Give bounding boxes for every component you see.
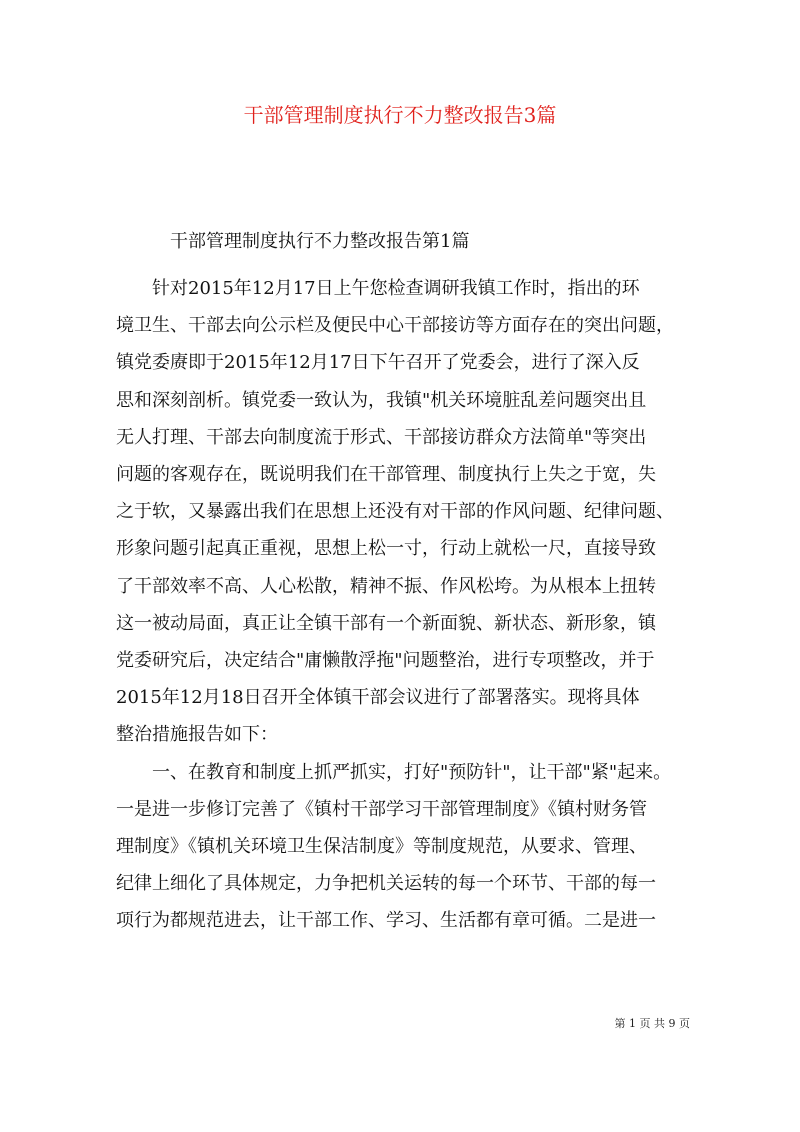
paragraph-line: 一、在教育和制度上抓严抓实，打好"预防针"，让干部"紧"起来。 [152,761,672,783]
paragraph-line: 项行为都规范进去，让干部工作、学习、生活都有章可循。二是进一 [116,910,656,932]
paragraph-line: 了干部效率不高、人心松散，精神不振、作风松垮。为从根本上扭转 [116,575,656,597]
paragraph-line: 形象问题引起真正重视，思想上松一寸，行动上就松一尺，直接导致 [116,538,656,560]
paragraph-line: 理制度》《镇机关环境卫生保洁制度》等制度规范，从要求、管理、 [116,836,647,858]
paragraph-line: 思和深刻剖析。镇党委一致认为，我镇"机关环境脏乱差问题突出且 [116,389,647,411]
paragraph-line: 镇党委赓即于2015年12月17日下午召开了党委会，进行了深入反 [116,352,640,374]
section-title: 干部管理制度执行不力整改报告第1篇 [170,231,470,252]
paragraph-line: 问题的客观存在，既说明我们在干部管理、制度执行上失之于宽，失 [116,464,656,486]
paragraph-line: 之于软，又暴露出我们在思想上还没有对干部的作风问题、纪律问题、 [116,501,674,523]
paragraph-line: 这一被动局面，真正让全镇干部有一个新面貌、新状态、新形象，镇 [116,612,656,634]
document-title: 干部管理制度执行不力整改报告3篇 [243,103,557,127]
paragraph-line: 针对2015年12月17日上午您检查调研我镇工作时，指出的环 [152,278,640,299]
paragraph-line: 境卫生、干部去向公示栏及便民中心干部接访等方面存在的突出问题， [116,315,674,337]
page-number: 第 1 页 共 9 页 [614,1017,690,1030]
paragraph-line: 无人打理、干部去向制度流于形式、干部接访群众方法简单"等突出 [116,426,647,448]
paragraph-line: 一是进一步修订完善了《镇村干部学习干部管理制度》《镇村财务管 [116,798,647,820]
paragraph-line: 2015年12月18日召开全体镇干部会议进行了部署落实。现将具体 [116,687,640,709]
paragraph-line: 整治措施报告如下： [116,724,278,746]
paragraph-line: 党委研究后，决定结合"庸懒散浮拖"问题整治，进行专项整改，并于 [116,650,655,672]
body-text [116,270,690,940]
paragraph-line: 纪律上细化了具体规定，力争把机关运转的每一个环节、干部的每一 [116,873,656,895]
